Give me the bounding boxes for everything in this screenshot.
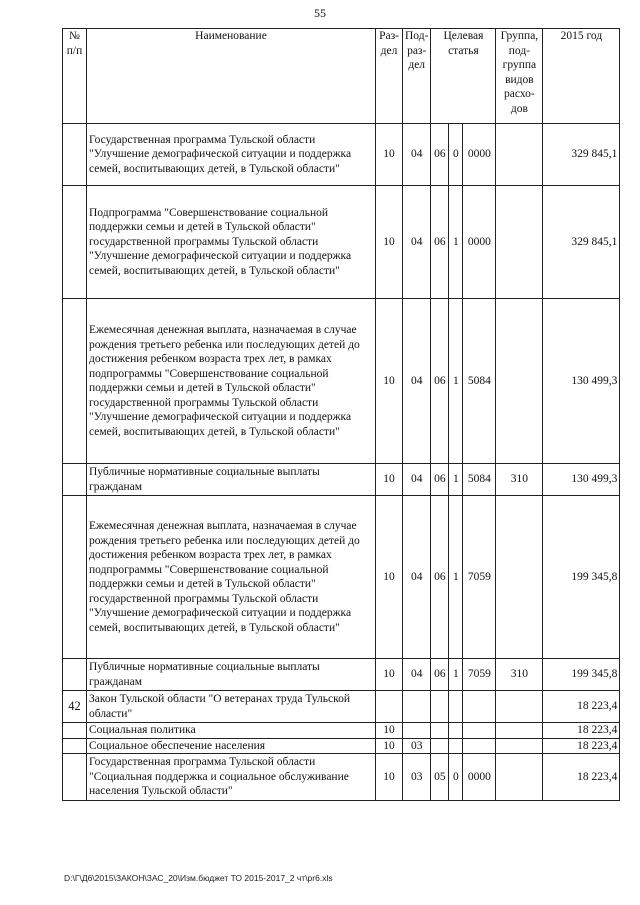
row-name: Подпрограмма "Совершенствование социальной поддержки семьи и детей в Тульской области" государственной программы Тульской области "Улучшение демографической ситуации и поддержка семей, воспитывающих детей, в Тульской области" (87, 186, 376, 299)
header-group: Группа, под-группа видов расхо-дов (496, 29, 543, 124)
row-amount: 199 345,8 (543, 659, 620, 691)
row-target-sub: 0 (449, 124, 463, 186)
row-amount: 130 499,3 (543, 464, 620, 496)
row-amount: 18 223,4 (543, 754, 620, 801)
row-target-program: 06 (431, 186, 449, 299)
row-num (63, 754, 87, 801)
row-amount: 329 845,1 (543, 186, 620, 299)
row-name: Закон Тульской области "О ветеранах труда Тульской области" (87, 691, 376, 723)
row-target-program (431, 691, 449, 723)
file-path-footer: D:\Г\Д6\2015\ЗАКОН\ЗАС_20\Изм.бюджет ТО 2015-2017_2 чт\pr6.xls (64, 873, 333, 883)
table-row (63, 186, 620, 299)
row-amount: 130 499,3 (543, 299, 620, 464)
table-row (63, 464, 620, 496)
row-num (63, 299, 87, 464)
row-razdel: 10 (376, 496, 403, 659)
row-amount: 18 223,4 (543, 723, 620, 739)
row-group (496, 754, 543, 801)
row-target-program (431, 738, 449, 754)
row-podrazdel: 04 (403, 464, 431, 496)
row-target-program: 06 (431, 124, 449, 186)
table-row-section (63, 691, 620, 723)
header-row (63, 29, 620, 124)
row-razdel: 10 (376, 299, 403, 464)
table-row (63, 659, 620, 691)
row-name: Социальное обеспечение населения (87, 738, 376, 754)
row-num (63, 186, 87, 299)
row-target-program: 05 (431, 754, 449, 801)
row-target-code: 0000 (463, 124, 496, 186)
row-target-sub (449, 723, 463, 739)
row-target-code: 0000 (463, 754, 496, 801)
row-target-program: 06 (431, 464, 449, 496)
row-target-sub: 1 (449, 464, 463, 496)
row-target-sub: 0 (449, 754, 463, 801)
row-razdel: 10 (376, 723, 403, 739)
header-target: Целевая статья (431, 29, 496, 124)
row-num (63, 738, 87, 754)
row-group: 310 (496, 659, 543, 691)
row-target-program: 06 (431, 496, 449, 659)
row-target-sub: 1 (449, 496, 463, 659)
row-target-code (463, 738, 496, 754)
row-target-program: 06 (431, 659, 449, 691)
header-razdel: Раз-дел (376, 29, 403, 124)
row-target-code: 5084 (463, 464, 496, 496)
row-group: 310 (496, 464, 543, 496)
row-group (496, 124, 543, 186)
row-target-code (463, 691, 496, 723)
row-target-code: 0000 (463, 186, 496, 299)
row-podrazdel: 04 (403, 496, 431, 659)
row-razdel (376, 691, 403, 723)
row-target-sub: 1 (449, 186, 463, 299)
row-target-code (463, 723, 496, 739)
row-podrazdel: 04 (403, 299, 431, 464)
row-target-program (431, 723, 449, 739)
row-target-sub (449, 738, 463, 754)
row-podrazdel (403, 723, 431, 739)
row-target-code: 7059 (463, 496, 496, 659)
row-podrazdel: 04 (403, 124, 431, 186)
row-amount: 18 223,4 (543, 738, 620, 754)
row-target-sub: 1 (449, 299, 463, 464)
row-name: Государственная программа Тульской области "Социальная поддержка и социальное обслуживание населения Тульской области" (87, 754, 376, 801)
row-num (63, 464, 87, 496)
header-year: 2015 год (543, 29, 620, 124)
budget-table (62, 28, 620, 801)
table-row (63, 723, 620, 739)
row-target-code: 5084 (463, 299, 496, 464)
row-num (63, 723, 87, 739)
row-name: Ежемесячная денежная выплата, назначаемая в случае рождения третьего ребенка или последующих детей до достижения ребенком возраста трех лет, в рамках подпрограммы "Совершенствование социальной поддержки семьи и детей в Тульской области" государственной программы Тульской области "Улучшение демографической ситуации и поддержка семей, воспитывающих детей, в Тульской области" (87, 496, 376, 659)
row-podrazdel: 03 (403, 738, 431, 754)
row-podrazdel: 04 (403, 186, 431, 299)
row-num (63, 496, 87, 659)
row-target-sub: 1 (449, 659, 463, 691)
row-razdel: 10 (376, 738, 403, 754)
page-number: 55 (314, 6, 326, 20)
table-row (63, 738, 620, 754)
row-target-program: 06 (431, 299, 449, 464)
row-podrazdel (403, 691, 431, 723)
row-num: 42 (63, 691, 87, 723)
table-row (63, 496, 620, 659)
row-name: Публичные нормативные социальные выплаты гражданам (87, 464, 376, 496)
row-group (496, 738, 543, 754)
row-target-sub (449, 691, 463, 723)
row-group (496, 299, 543, 464)
header-name: Наименование (87, 29, 376, 124)
header-num: № п/п (63, 29, 87, 124)
row-group (496, 186, 543, 299)
row-podrazdel: 03 (403, 754, 431, 801)
row-razdel: 10 (376, 186, 403, 299)
row-name: Государственная программа Тульской области "Улучшение демографической ситуации и поддержка семей, воспитывающих детей, в Тульской области" (87, 124, 376, 186)
row-amount: 18 223,4 (543, 691, 620, 723)
row-group (496, 496, 543, 659)
table-row (63, 754, 620, 801)
row-group (496, 723, 543, 739)
table-row (63, 299, 620, 464)
row-name: Ежемесячная денежная выплата, назначаемая в случае рождения третьего ребенка или последующих детей до достижения ребенком возраста трех лет, в рамках подпрограммы "Совершенствование социальной поддержки семьи и детей в Тульской области" государственной программы Тульской области "Улучшение демографической ситуации и поддержка семей, воспитывающих детей, в Тульской области" (87, 299, 376, 464)
row-group (496, 691, 543, 723)
row-name: Социальная политика (87, 723, 376, 739)
row-podrazdel: 04 (403, 659, 431, 691)
header-podrazdel: Под-раз-дел (403, 29, 431, 124)
row-razdel: 10 (376, 124, 403, 186)
row-razdel: 10 (376, 754, 403, 801)
row-num (63, 124, 87, 186)
table-row (63, 124, 620, 186)
row-name: Публичные нормативные социальные выплаты гражданам (87, 659, 376, 691)
row-amount: 329 845,1 (543, 124, 620, 186)
row-razdel: 10 (376, 659, 403, 691)
row-razdel: 10 (376, 464, 403, 496)
row-num (63, 659, 87, 691)
row-amount: 199 345,8 (543, 496, 620, 659)
row-target-code: 7059 (463, 659, 496, 691)
